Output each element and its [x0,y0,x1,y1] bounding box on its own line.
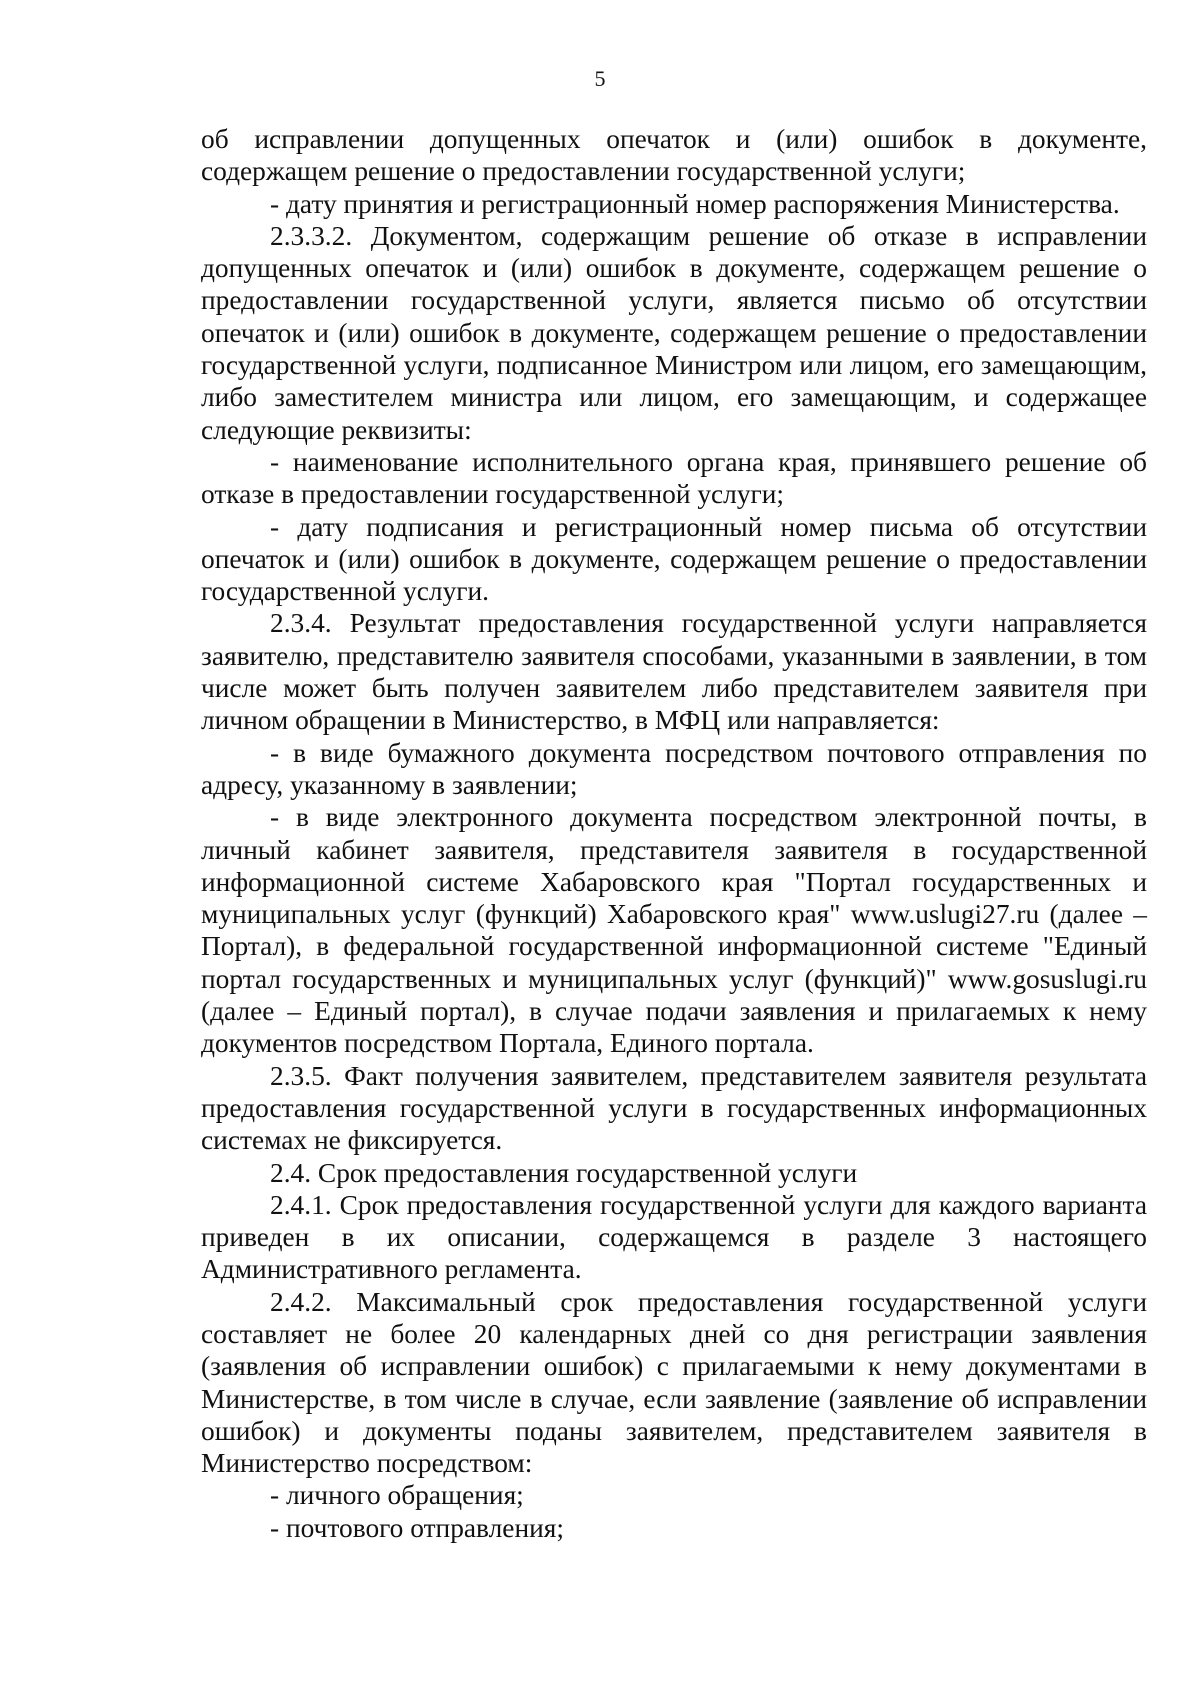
paragraph: об исправлении допущенных опечаток и (или) ошибок в документе, содержащем решение о предоставлении государственной услуги; [201,124,1147,187]
paragraph: 2.3.4. Результат предоставления государственной услуги направляется заявителю, представителю заявителя способами, указанными в заявлении, в том числе может быть получен заявителем либо представителем заявителя при личном обращении в Министерство, в МФЦ или направляется: [201,608,1147,736]
paragraph: - в виде бумажного документа посредством почтового отправления по адресу, указанному в заявлении; [201,737,1147,800]
paragraph: 2.4.1. Срок предоставления государственной услуги для каждого варианта приведен в их описании, содержащемся в разделе 3 настоящего Административного регламента. [201,1189,1147,1285]
paragraph: - дату принятия и регистрационный номер распоряжения Министерства. [270,188,1120,219]
paragraph: 2.4.2. Максимальный срок предоставления государственной услуги составляет не более 20 календарных дней со дня регистрации заявления (заявления об исправлении ошибок) с прилагаемыми к нему документами в Министерстве, в том числе в случае, если заявление (заявление об исправлении ошибок) и документы поданы заявителем, представителем заявителя в Министерство посредством: [201,1286,1147,1479]
paragraph: 2.3.5. Факт получения заявителем, представителем заявителя результата предоставления государственной услуги в государственных информационных системах не фиксируется. [201,1060,1147,1156]
paragraph: - в виде электронного документа посредством электронной почты, в личный кабинет заявителя, представителя заявителя в государственной информационной системе Хабаровского края "Портал государственных и муниципальных услуг (функций) Хабаровского края" www.uslugi27.ru (далее – Портал), в федеральной государственной информационной системе "Единый портал государственных и муниципальных услуг (функций)" www.gosuslugi.ru (далее – Единый портал), в случае подачи заявления и прилагаемых к нему документов посредством Портала, Единого портала. [201,802,1147,1059]
list-item: - почтового отправления; [270,1512,564,1543]
paragraph: - дату подписания и регистрационный номер письма об отсутствии опечаток и (или) ошибок в документе, содержащем решение о предоставлении государственной услуги. [201,511,1147,607]
section-heading: 2.4. Срок предоставления государственной услуги [270,1157,858,1188]
paragraph: 2.3.3.2. Документом, содержащим решение об отказе в исправлении допущенных опечаток и (или) ошибок в документе, содержащем решение о предоставлении государственной услуги, является письмо об отсутствии опечаток и (или) ошибок в документе, содержащем решение о предоставлении государственной услуги, подписанное Министром или лицом, его замещающим, либо заместителем министра или лицом, его замещающим, и содержащее следующие реквизиты: [201,220,1147,445]
list-item: - личного обращения; [270,1480,524,1511]
document-body [201,123,1147,1544]
page-number: 5 [594,66,606,91]
paragraph: - наименование исполнительного органа края, принявшего решение об отказе в предоставлении государственной услуги; [201,446,1147,510]
